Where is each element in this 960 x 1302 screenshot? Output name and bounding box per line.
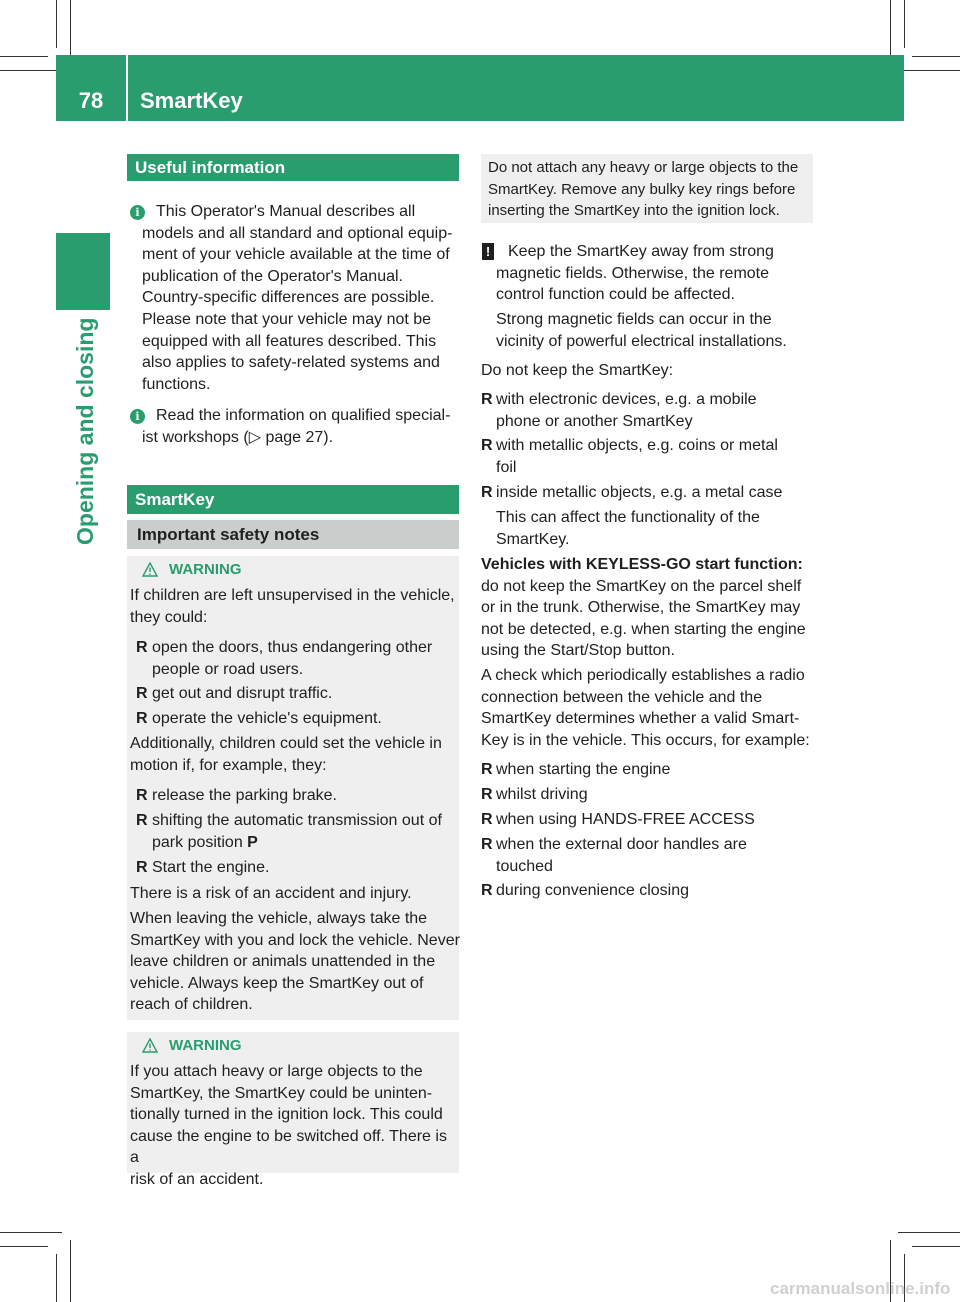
list-item: whilst driving <box>496 786 588 803</box>
crop-mark <box>0 1246 48 1247</box>
crop-mark <box>0 70 62 71</box>
bullet-marker: R <box>481 761 493 778</box>
warning-triangle-icon <box>142 1038 158 1053</box>
list-item: operate the vehicle's equipment. <box>152 710 382 727</box>
crop-mark <box>898 70 960 71</box>
section-heading-smartkey: SmartKey <box>127 485 459 514</box>
bullet-marker: R <box>136 639 148 656</box>
keyless-go-text: do not keep the SmartKey on the parcel shelf or in the trunk. Otherwise, the SmartKey may not be detected, e.g. when starting the engine using the Start/Stop button. <box>481 577 806 660</box>
bullet-marker: R <box>136 859 148 876</box>
crop-mark <box>56 0 57 48</box>
bullet-marker: R <box>136 685 148 702</box>
list-item: open the doors, thus endangering other people or road users. <box>152 639 433 678</box>
note-text: Do not attach any heavy or large objects to the SmartKey. Remove any bulky key rings before inserting the SmartKey into the ignition lock. <box>488 159 799 219</box>
crop-mark <box>0 1232 62 1233</box>
bullet-marker: R <box>481 882 493 899</box>
list-item: shifting the automatic transmission out of park position P <box>152 812 442 851</box>
info-paragraph-2: Read the information on qualified special- <box>156 407 451 424</box>
warning-intro: If children are left unsupervised in the vehicle, they could: <box>130 587 455 626</box>
crop-mark <box>56 1254 57 1302</box>
crop-mark <box>912 1246 960 1247</box>
crop-mark <box>898 1232 960 1233</box>
warning-closing: When leaving the vehicle, always take the SmartKey with you and lock the vehicle. Never leave children or animals unattended in the vehicle. Always keep the SmartKey out of reach of children. <box>130 910 460 1014</box>
caution-text: magnetic fields. Otherwise, the remote control function could be affected. <box>496 264 770 304</box>
side-tab-block <box>56 233 110 310</box>
bullet-marker: R <box>481 811 493 828</box>
page-title: SmartKey <box>140 88 243 113</box>
side-tab-label: Opening and closing <box>72 317 98 545</box>
warning-title: WARNING <box>169 561 242 578</box>
crop-mark <box>890 0 891 62</box>
list-item: during convenience closing <box>496 882 690 899</box>
header-divider <box>126 55 128 121</box>
do-not-keep-heading: Do not keep the SmartKey: <box>481 362 674 379</box>
bullet-marker: R <box>481 836 493 853</box>
crop-mark <box>0 56 48 57</box>
warning-title: WARNING <box>169 1037 242 1054</box>
warning-triangle-icon <box>142 562 158 577</box>
caution-extra: Strong magnetic fields can occur in the vicinity of powerful electrical installations. <box>496 311 787 350</box>
list-item: release the parking brake. <box>152 787 337 804</box>
bullet-marker: R <box>136 710 148 727</box>
list-item: Start the engine. <box>152 859 270 876</box>
bullet-marker: R <box>481 786 493 803</box>
bullet-marker: R <box>481 391 493 408</box>
crop-mark <box>912 56 960 57</box>
warning-2-text: If you attach heavy or large objects to the SmartKey, the SmartKey could be uninten- tionally turned in the ignition lock. This could cause the engine to be switched off. There is a risk of an accident. <box>130 1063 447 1188</box>
list-item: when starting the engine <box>496 761 671 778</box>
radio-check-text: A check which periodically establishes a radio connection between the vehicle and the SmartKey determines whether a valid Smart- Key is in the vehicle. This occurs, for example: <box>481 667 810 749</box>
bullet-marker: R <box>136 812 148 829</box>
info-paragraph-1: This Operator's Manual describes all <box>156 203 416 220</box>
warning-mid: Additionally, children could set the vehicle in motion if, for example, they: <box>130 735 442 774</box>
risk-line: There is a risk of an accident and injury. <box>130 885 412 902</box>
info-paragraph-2-cont: ist workshops (▷ page 27). <box>142 428 334 446</box>
list-item: when the external door handles are touched <box>496 836 747 875</box>
list-item: when using HANDS-FREE ACCESS <box>496 811 755 828</box>
bullet-marker: R <box>136 787 148 804</box>
list-item: with electronic devices, e.g. a mobile phone or another SmartKey <box>496 391 757 430</box>
bullet-marker: R <box>481 437 493 454</box>
info-paragraph-1-cont: models and all standard and optional equip- ment of your vehicle available at the time of publication of the Operator's Manual. Country-specific differences are possible. Please note that your vehicle may not be equipped with all features described. This also applies to safety-related systems and functions. <box>142 224 453 393</box>
list-item: get out and disrupt traffic. <box>152 685 333 702</box>
crop-mark <box>904 0 905 48</box>
page-number: 78 <box>78 88 104 113</box>
affect-text: This can affect the functionality of the SmartKey. <box>496 509 760 548</box>
list-item: inside metallic objects, e.g. a metal case <box>496 484 783 501</box>
info-icon: i <box>130 409 145 424</box>
info-icon: i <box>130 205 145 220</box>
watermark: carmanualsonline.info <box>770 1279 951 1298</box>
bullet-marker: R <box>481 484 493 501</box>
list-item: with metallic objects, e.g. coins or metal foil <box>496 437 778 476</box>
caution-first-line: Keep the SmartKey away from strong <box>508 243 774 260</box>
crop-mark <box>70 1240 71 1302</box>
crop-mark <box>70 0 71 62</box>
section-heading-useful-information: Useful information <box>127 154 459 181</box>
exclamation-icon: ! <box>482 243 494 260</box>
keyless-go-heading: Vehicles with KEYLESS-GO start function: <box>481 556 803 573</box>
subsection-heading-safety-notes: Important safety notes <box>127 520 459 549</box>
